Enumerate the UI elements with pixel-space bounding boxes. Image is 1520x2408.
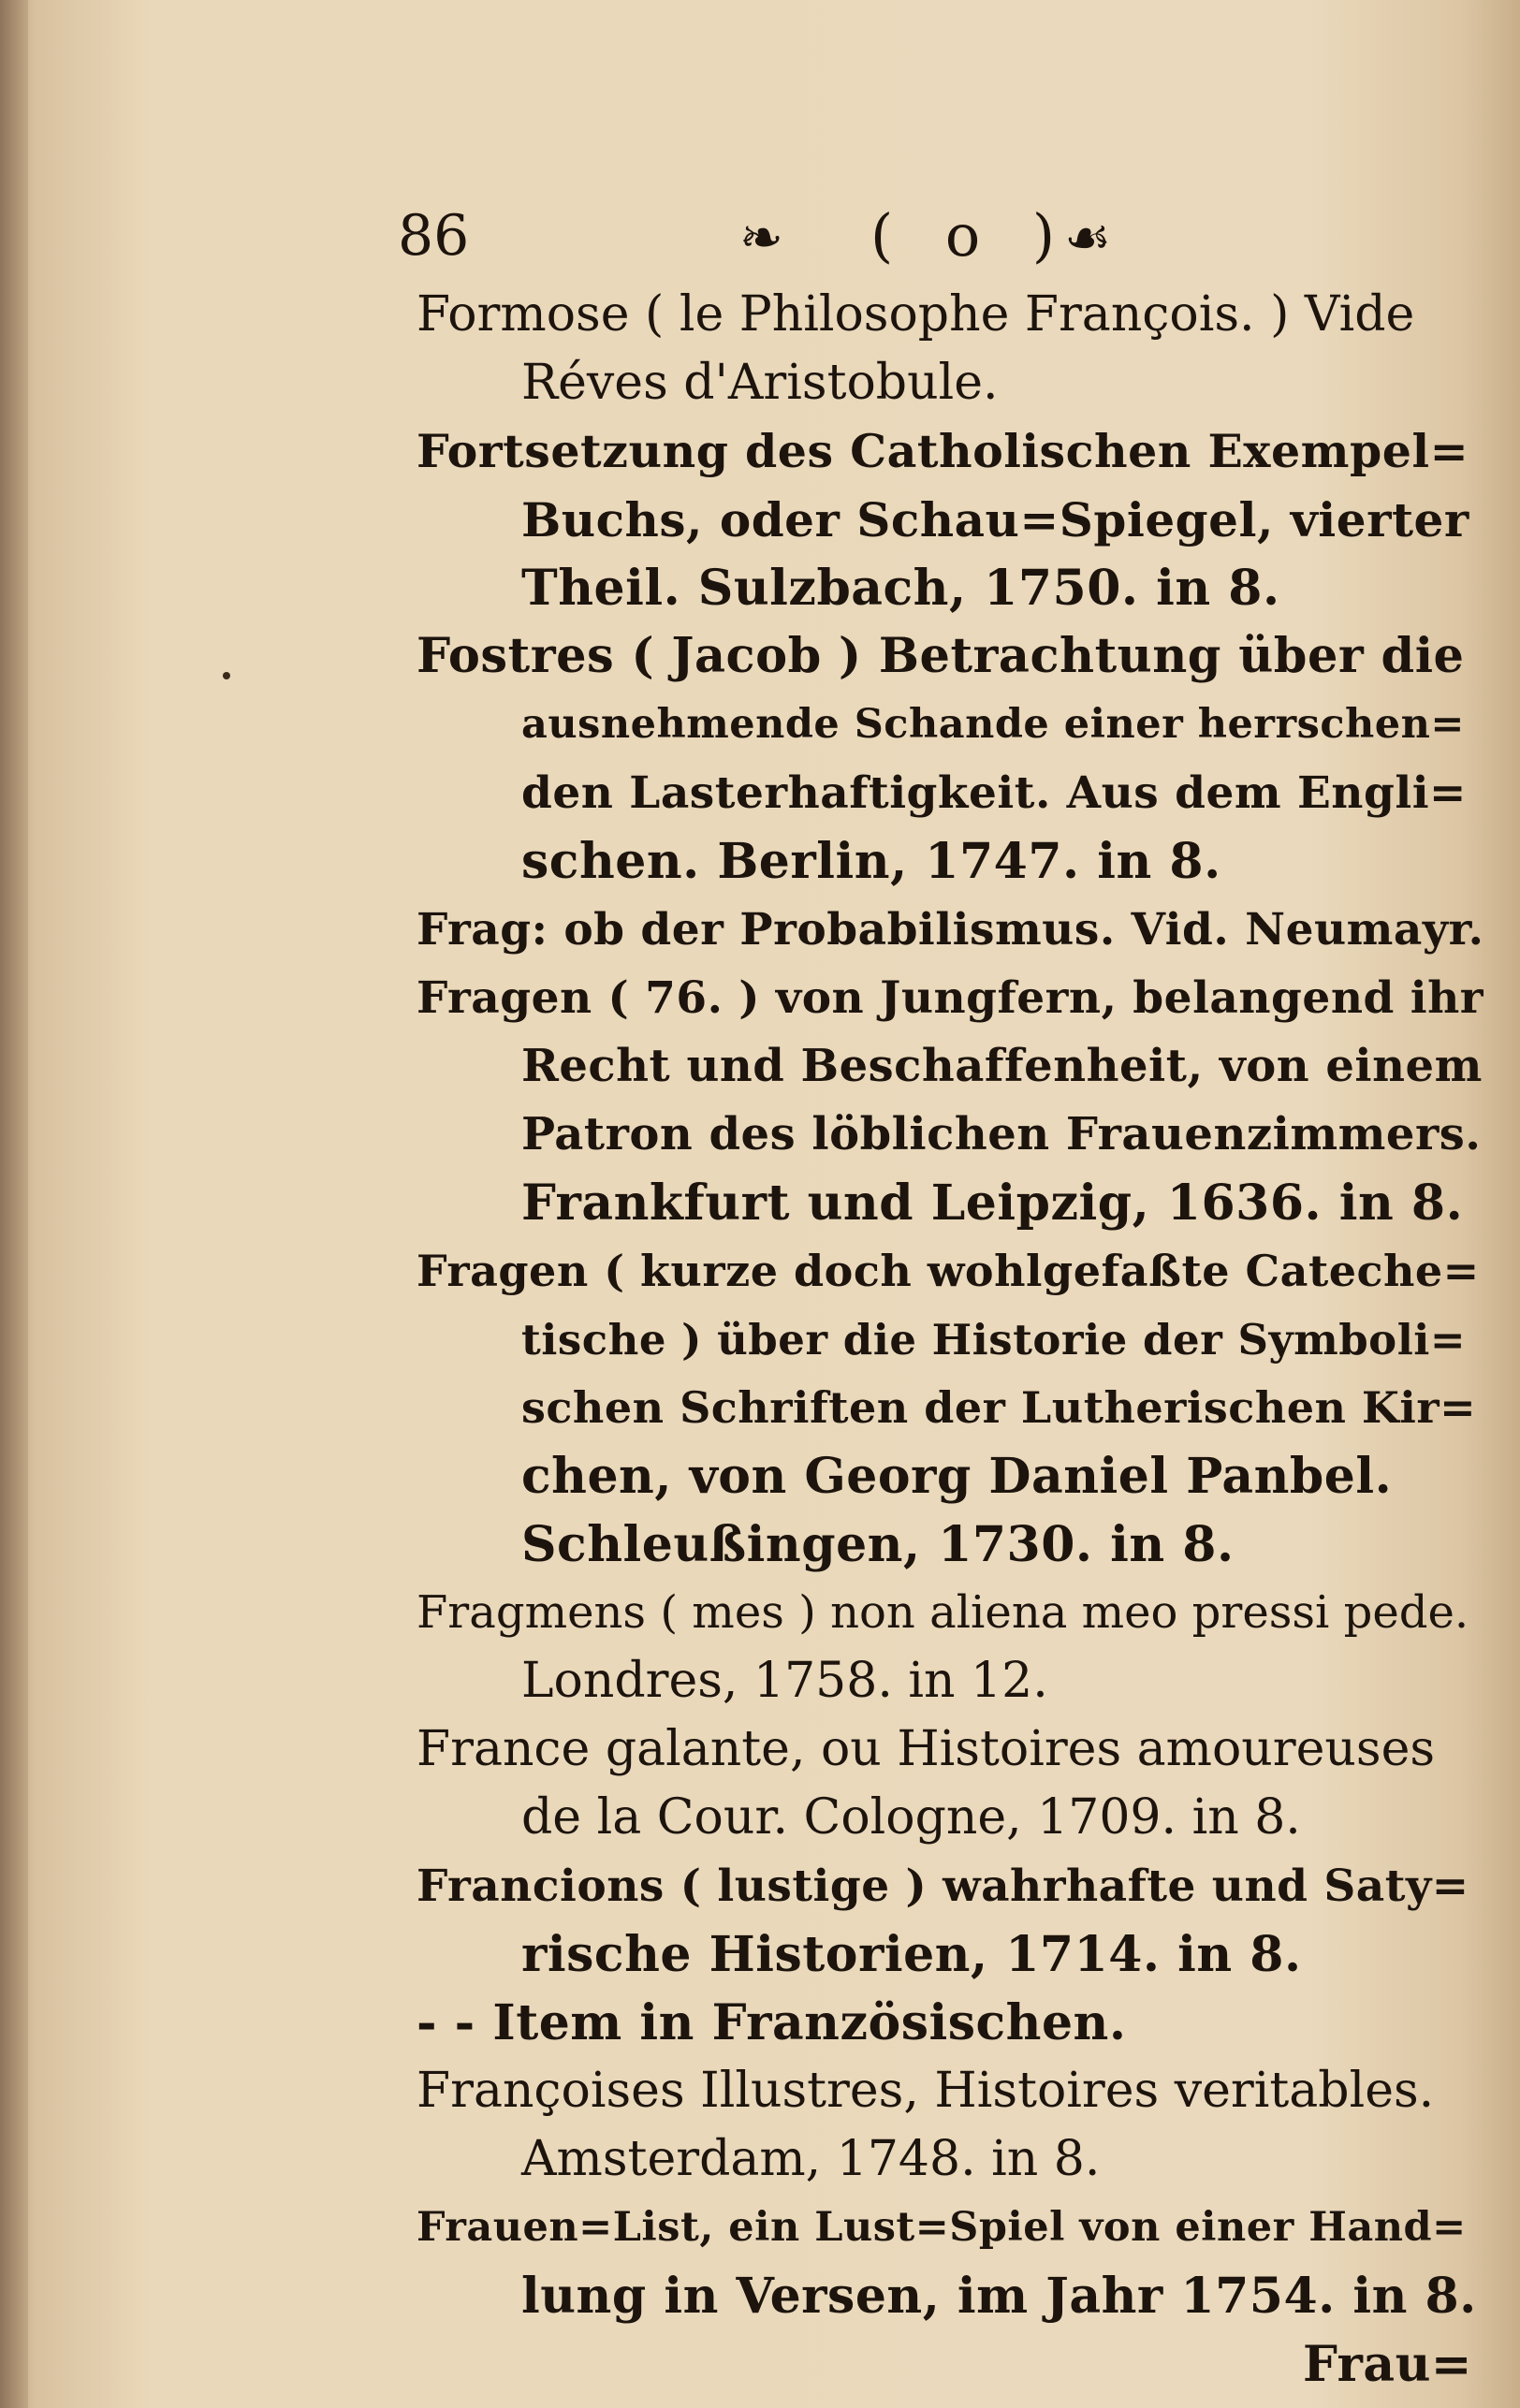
entry-line: Frankfurt und Leipzig, 1636. in 8.: [521, 1175, 1464, 1232]
entry-line: schen Schriften der Lutherischen Kir=: [521, 1382, 1477, 1433]
right-ornament-icon: ☙: [1064, 208, 1114, 269]
entry-line: den Lasterhaftigkeit. Aus dem Engli=: [521, 767, 1467, 819]
entry-line: Amsterdam, 1748. in 8.: [521, 2131, 1101, 2187]
catalogue-entry: [417, 622, 1483, 896]
page-number: 86: [398, 203, 470, 269]
entry-line: - - Item in Französischen.: [417, 1994, 1127, 2051]
catalogue-entry: [417, 1579, 1483, 1715]
entry-line: Fragen ( 76. ) von Jungfern, belangend ihr: [417, 972, 1484, 1024]
entry-line: rische Historien, 1714. in 8.: [521, 1926, 1302, 1983]
entry-line: Fortsetzung des Catholischen Exempel=: [417, 424, 1469, 478]
header-mark: ( o ): [870, 201, 1073, 270]
catalogue-entry: [417, 964, 1483, 1237]
catalogue-entry: [417, 1715, 1483, 1852]
catalogue-entry: [417, 2194, 1483, 2330]
catalogue-entry: [417, 1237, 1483, 1579]
entry-line: ausnehmende Schande einer herrschen=: [521, 701, 1465, 748]
entry-line: chen, von Georg Daniel Panbel.: [521, 1448, 1393, 1505]
entry-line: Francions ( lustige ) wahrhafte und Saty=: [417, 1861, 1469, 1912]
entry-line: Buchs, oder Schau=Spiegel, vierter: [521, 492, 1469, 547]
catalogue-entry: [417, 1852, 1483, 1989]
catchword: Frau=: [1303, 2336, 1472, 2393]
catalogue-entry: [417, 2057, 1483, 2194]
catalogue-entry: [417, 417, 1483, 622]
entry-line: Frag: ob der Probabilismus. Vid. Neumayr.: [417, 904, 1484, 956]
margin-mark: [223, 672, 230, 679]
entry-line: Theil. Sulzbach, 1750. in 8.: [521, 560, 1280, 617]
entry-line: schen. Berlin, 1747. in 8.: [521, 833, 1221, 890]
catalogue-entry: [417, 896, 1483, 964]
entry-line: Réves d'Aristobule.: [521, 355, 999, 411]
entry-line: Recht und Beschaffenheit, von einem: [521, 1040, 1483, 1092]
entry-line: lung in Versen, im Jahr 1754. in 8.: [521, 2268, 1477, 2325]
catalogue-entry: [417, 281, 1483, 417]
entry-line: Fostres ( Jacob ) Betrachtung über die: [417, 628, 1465, 684]
entry-line: Patron des löblichen Frauenzimmers.: [521, 1108, 1482, 1160]
entry-line: Fragen ( kurze doch wohlgefaßte Cateche=: [417, 1246, 1480, 1296]
entry-line: tische ) über die Historie der Symboli=: [521, 1315, 1467, 1365]
entry-line: Formose ( le Philosophe François. ) Vide: [417, 286, 1415, 343]
entry-line: Frauen=List, ein Lust=Spiel von einer Hand=: [417, 2204, 1467, 2251]
catalogue-entry: [417, 1989, 1483, 2057]
entry-line: de la Cour. Cologne, 1709. in 8.: [521, 1789, 1301, 1846]
entry-line: Fragmens ( mes ) non aliena meo pressi pede.: [417, 1586, 1469, 1639]
entry-line: Françoises Illustres, Histoires veritables.: [417, 2063, 1435, 2119]
entry-line: Schleußingen, 1730. in 8.: [521, 1516, 1235, 1573]
page-header: [398, 198, 1483, 283]
left-ornament-icon: ❧: [739, 208, 785, 269]
entry-line: Londres, 1758. in 12.: [521, 1653, 1048, 1709]
page-gutter-shadow: [0, 0, 28, 2408]
catalogue-entries: [417, 281, 1483, 2399]
entry-line: France galante, ou Histoires amoureuses: [417, 1721, 1436, 1777]
